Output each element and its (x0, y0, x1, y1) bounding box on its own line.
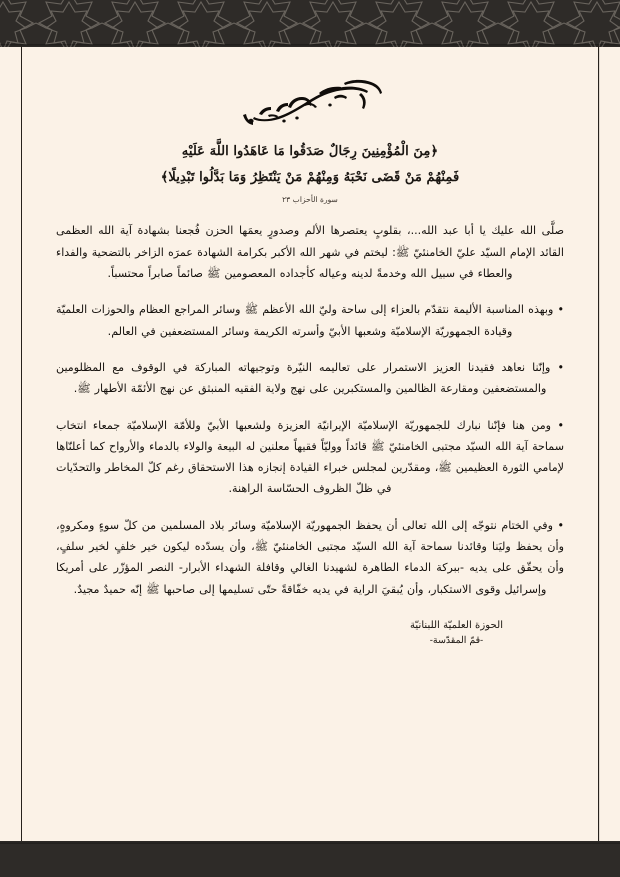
footer-ornament-band (0, 841, 620, 877)
basmala-block (56, 75, 564, 133)
islamic-geometric-star-pattern-icon (0, 0, 620, 47)
quran-verse (56, 139, 564, 190)
statement-body (56, 220, 564, 599)
paragraph-2: • وبهذه المناسبة الأليمة نتقدّم بالعزاء إلى ساحة وليّ الله الأعظم ﷺ وسائر المراجع العظام والحوزات العلميّة وقيادة الجمهوريّة الإسلاميّة وشعبها الأبيّ وأسرته الكريمة وسائر المستضعفين في العالم. (56, 303, 564, 338)
verse-line-2: فَمِنْهُمْ مَنْ قَضَى نَحْبَهُ وَمِنْهُمْ مَنْ يَنْتَظِرُ وَمَا بَدَّلُوا تَبْدِيلًا﴾ (160, 169, 460, 185)
paragraph-5: • وفي الختام نتوجّه إلى الله تعالى أن يحفظ الجمهوريّة الإسلاميّة وسائر بلاد المسلمين من كلّ سوءٍ ومكروهٍ، وأن يحفظ وليَنا وقائدنا سماحة آية الله السيّد مجتبى الخامنئيّ ﷺ، وأن يسدّده ليكون خير خلفٍ لخير سلفٍ، وأن يحقّق على يديه -ببركة الدماء الطاهرة لشهيدنا الغالي وقافلة الشهداء الأبرار- النصر المؤزّر على أمريكا وإسرائيل وقوى الاستكبار، وأن يُبقيَ الراية في يديه خفّاقةً حتّى تسليمها إلى صاحبها ﷺ إنّه حميدٌ مجيدٌ. (56, 518, 564, 596)
document-content (0, 47, 620, 877)
header-ornament-band (0, 0, 620, 47)
signature-block (349, 618, 564, 648)
bismillah-calligraphy-icon (235, 75, 385, 131)
verse-line-1: ﴿مِنَ الْمُؤْمِنِينَ رِجَالٌ صَدَقُوا مَا عَاهَدُوا اللَّهَ عَلَيْهِ (181, 144, 439, 159)
paragraph-1: صلَّى الله عليك يا أبا عبد الله...، بقلوبٍ يعتصرها الألم وصدورٍ يعمَها الحزن فُجعنا بشهادة آية الله العظمى القائد الإمام السيّد عليّ الخامنئيّ ﷺ: ليختم في شهر الله الأكبر بكرامة الشهادة عمرَه الزاخر بالتضحية والفداء والعطاء في سبيل الله وخدمةً لدينه وعياله كأجداده المعصومين ﷺ صائماً صابراً محتسباً. (56, 224, 564, 281)
verse-source-attribution: سورة الأحزاب ٢٣ (282, 195, 338, 205)
document-sheet (0, 47, 620, 877)
signature-location: -قمّ المقدّسة- (429, 634, 484, 646)
paragraph-4: • ومن هنا فإنّنا نبارك للجمهوريّة الإسلاميّة الإيرانيّة العزيزة ولشعبها الأبيّ وللأمّة الإسلاميّة جمعاء انتخاب سماحة آية الله السيّد مجتبى الخامنئيّ ﷺ قائداً ووليّاً فقيهاً معلنين له البيعة والولاء بالدماء والأرواح كما أعلنّاها لإمامي الثورة العظيمين ﷺ، ومقدّرين لمجلس خبراء القيادة إنجازه هذا الاستحقاق رغم كلّ المخاطر والتحدّيات في ظلّ الظروف الحسّاسة الراهنة. (56, 418, 564, 496)
signature-organization: الحوزة العلميّة اللبنانيّة (409, 619, 504, 631)
paragraph-3: • وإنّنا نعاهد فقيدنا العزيز الاستمرار على تعاليمه النيّرة وتوجيهاته المباركة في الوقوف مع المظلومين والمستضعفين ومقارعة الظالمين والمستكبرين على نهج ولاية الفقيه المنبثق عن نهج الأئمّة الأطهار ﷺ. (56, 360, 564, 396)
